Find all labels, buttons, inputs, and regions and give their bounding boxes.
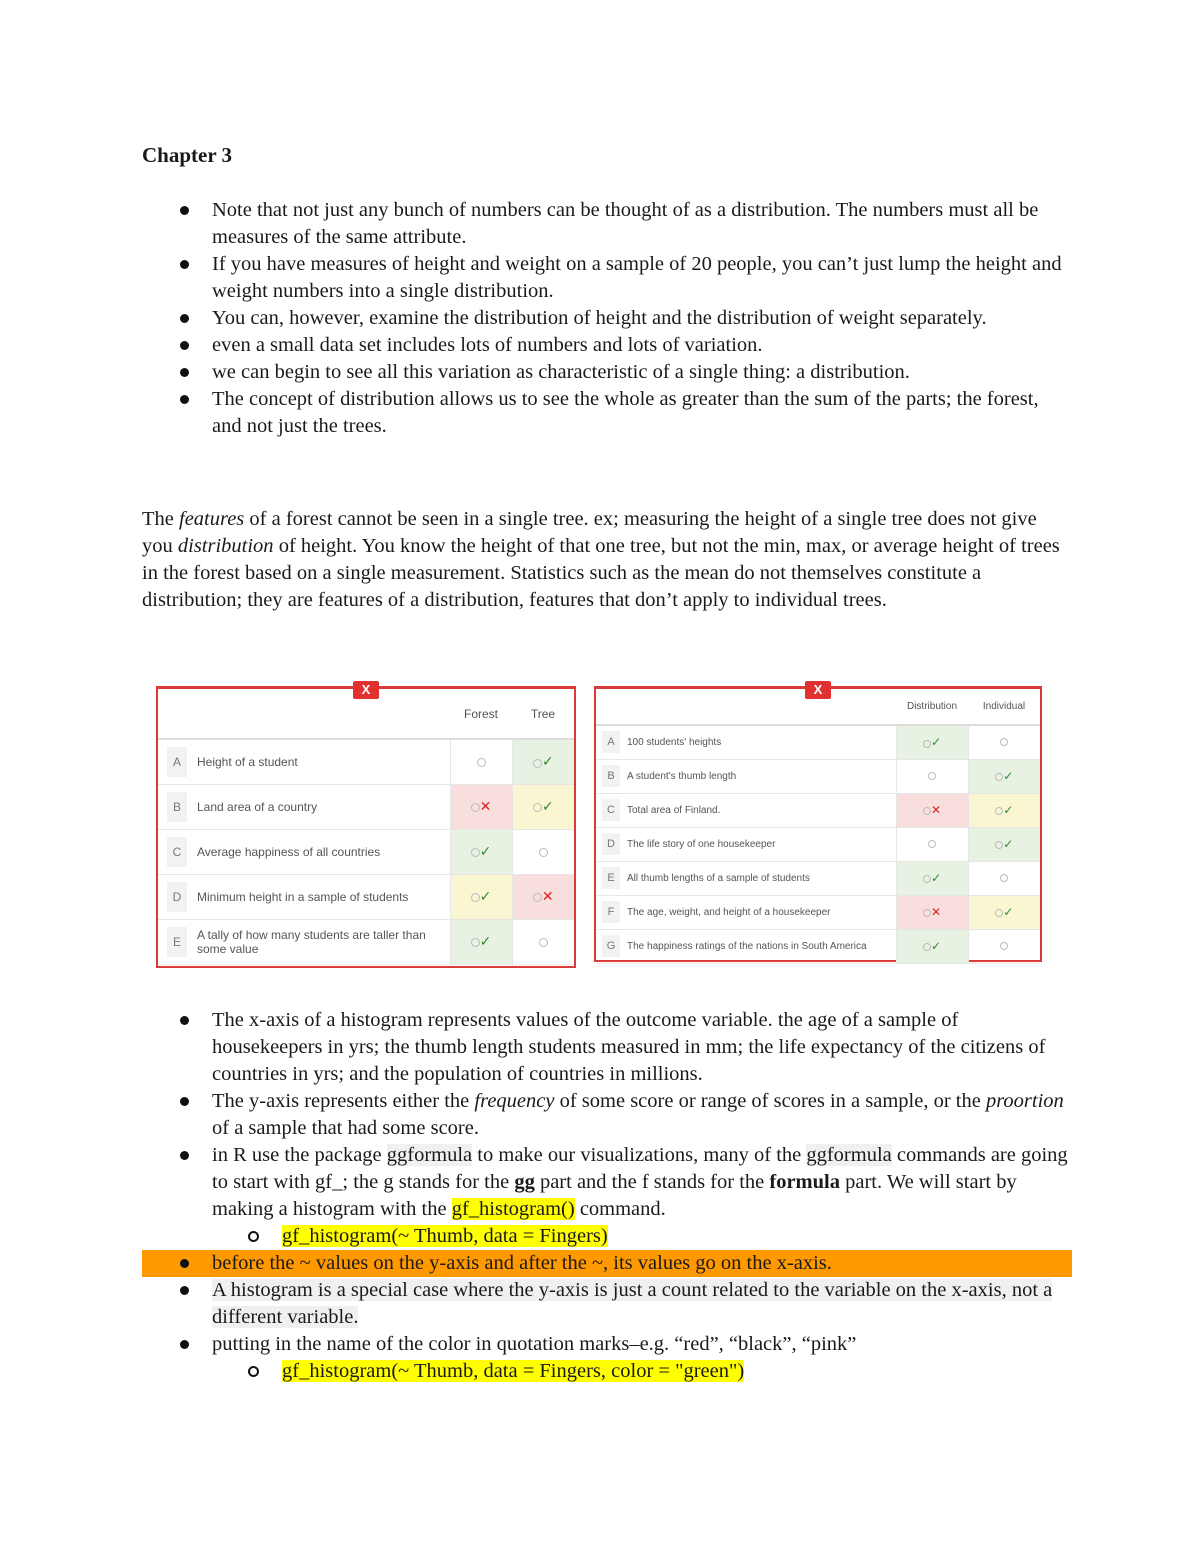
cross-icon: ✕ — [930, 905, 942, 919]
radio-option[interactable] — [477, 758, 486, 767]
hollow-bullet-icon — [248, 1366, 259, 1377]
forest-paragraph: The features of a forest cannot be seen in a single tree. ex; measuring the height of a single tree does not give you distribution of height. You know the height of that one tree, but not the min, max, or average height of trees in the forest based on a single measurement. Statistics such as the mean do not themselves constitute a distribution; they are features of a distribution, features that don’t apply to individual trees. — [142, 508, 1060, 611]
row-letter: E — [602, 867, 620, 889]
code-snippet: gf_histogram(~ Thumb, data = Fingers) — [282, 1225, 608, 1247]
row-letter: B — [167, 792, 187, 822]
highlighted-text: before the ~ values on the y-axis and after the ~, its values go on the x-axis. — [142, 1250, 1072, 1277]
row-text: The happiness ratings of the nations in South America — [626, 929, 896, 963]
row-letter: A — [167, 747, 187, 777]
table-row — [158, 919, 574, 964]
bullet-icon — [180, 1151, 189, 1160]
list-item — [142, 1223, 1072, 1250]
list-item: If you have measures of height and weight on a sample of 20 people, you can’t just lump the height and weight numbers into a single distribution. — [142, 251, 1072, 305]
row-letter: D — [602, 833, 620, 855]
radio-option[interactable] — [928, 772, 936, 780]
code-snippet: gf_histogram() — [451, 1198, 575, 1220]
radio-option[interactable] — [471, 803, 480, 812]
table-row — [596, 895, 1040, 929]
column-header-forest: Forest — [450, 689, 512, 739]
quiz-table — [158, 689, 574, 965]
list-item: You can, however, examine the distribution of height and the distribution of weight separately. — [142, 305, 1072, 332]
check-icon: ✓ — [1003, 769, 1014, 783]
bullet-icon — [180, 1097, 189, 1106]
check-icon: ✓ — [541, 798, 554, 814]
radio-option[interactable] — [471, 893, 480, 902]
row-text: The life story of one housekeeper — [626, 827, 896, 861]
table-row — [158, 829, 574, 874]
list-item: The y-axis represents either the frequency of some score or range of scores in a sample, or the proortion of a sample that had some score. — [142, 1088, 1072, 1142]
row-text: Land area of a country — [196, 784, 450, 829]
bullet-icon — [180, 1286, 189, 1295]
row-text: Average happiness of all countries — [196, 829, 450, 874]
table-row — [596, 929, 1040, 963]
check-icon: ✓ — [1003, 803, 1014, 817]
row-letter: B — [602, 765, 620, 787]
row-letter: C — [602, 799, 620, 821]
check-icon: ✓ — [479, 843, 492, 859]
list-item — [142, 1250, 1072, 1277]
chapter-heading: Chapter 3 — [142, 143, 233, 167]
radio-option[interactable] — [923, 909, 931, 917]
row-letter: G — [602, 935, 620, 957]
row-text: Total area of Finland. — [626, 793, 896, 827]
forest-tree-quiz — [156, 682, 576, 968]
row-letter: C — [167, 837, 187, 867]
radio-option[interactable] — [923, 875, 931, 883]
radio-option[interactable] — [1000, 874, 1008, 882]
table-row — [158, 874, 574, 919]
row-text: A student's thumb length — [626, 759, 896, 793]
hollow-bullet-icon — [248, 1231, 259, 1242]
quiz-table — [596, 689, 1040, 964]
column-header-tree: Tree — [512, 689, 574, 739]
radio-option[interactable] — [471, 848, 480, 857]
check-icon: ✓ — [541, 753, 554, 770]
check-icon: ✓ — [930, 939, 942, 953]
row-text: All thumb lengths of a sample of students — [626, 861, 896, 895]
list-item: The concept of distribution allows us to see the whole as greater than the sum of the parts; the forest, and not just the trees. — [142, 386, 1072, 440]
bullet-icon — [180, 260, 189, 269]
radio-option[interactable] — [539, 848, 548, 857]
bullet-icon — [180, 1340, 189, 1349]
bullet-icon — [180, 368, 189, 377]
distribution-individual-quiz — [594, 682, 1042, 962]
code-snippet: gf_histogram(~ Thumb, data = Fingers, color = "green") — [282, 1360, 745, 1382]
close-icon[interactable]: X — [353, 681, 379, 699]
radio-option[interactable] — [923, 740, 931, 748]
table-row — [596, 827, 1040, 861]
bullet-icon — [180, 341, 189, 350]
row-letter: F — [602, 901, 620, 923]
table-row — [596, 725, 1040, 759]
row-text: A tally of how many students are taller than some value — [196, 919, 450, 964]
list-item: in R use the package ggformula to make our visualizations, many of the ggformula commands are going to start with gf_; the g stands for the gg part and the f stands for the formula part. We will start by making a histogram with the gf_histogram() command. — [142, 1142, 1072, 1223]
check-icon: ✓ — [1003, 837, 1014, 851]
cross-icon: ✕ — [479, 798, 492, 814]
row-text: 100 students' heights — [626, 725, 896, 759]
radio-option[interactable] — [923, 807, 931, 815]
radio-option[interactable] — [923, 943, 931, 951]
bullet-icon — [180, 1016, 189, 1025]
list-item: putting in the name of the color in quotation marks–e.g. “red”, “black”, “pink” — [142, 1331, 1072, 1358]
check-icon: ✓ — [930, 735, 942, 750]
list-item: we can begin to see all this variation as characteristic of a single thing: a distribution. — [142, 359, 1072, 386]
close-icon[interactable]: X — [805, 681, 831, 699]
radio-option[interactable] — [533, 759, 542, 768]
radio-option[interactable] — [1000, 738, 1008, 746]
row-text: Minimum height in a sample of students — [196, 874, 450, 919]
row-letter: A — [602, 731, 620, 753]
bullet-icon — [180, 395, 189, 404]
table-row — [596, 759, 1040, 793]
bullet-icon — [180, 206, 189, 215]
radio-option[interactable] — [533, 803, 542, 812]
row-text: Height of a student — [196, 739, 450, 784]
radio-option[interactable] — [539, 938, 548, 947]
list-item: Note that not just any bunch of numbers can be thought of as a distribution. The numbers must all be measures of the same attribute. — [142, 197, 1072, 251]
list-item: The x-axis of a histogram represents values of the outcome variable. the age of a sample of housekeepers in yrs; the thumb length students measured in mm; the life expectancy of the citizens of countries in yrs; and the population of countries in millions. — [142, 1007, 1072, 1088]
list-item — [142, 1358, 1072, 1385]
row-text: The age, weight, and height of a housekeeper — [626, 895, 896, 929]
list-item: even a small data set includes lots of numbers and lots of variation. — [142, 332, 1072, 359]
histogram-bullet-list — [142, 1007, 1072, 1385]
check-icon: ✓ — [1003, 905, 1014, 919]
check-icon: ✓ — [479, 933, 492, 949]
radio-option[interactable] — [533, 893, 542, 902]
table-row — [158, 739, 574, 784]
row-letter: D — [167, 882, 187, 912]
bullet-icon — [180, 314, 189, 323]
check-icon: ✓ — [479, 888, 492, 904]
row-letter: E — [167, 927, 187, 957]
intro-bullet-list — [142, 197, 1072, 440]
bullet-icon — [180, 1259, 189, 1268]
column-header-distribution: Distribution — [896, 689, 968, 725]
radio-option[interactable] — [471, 938, 480, 947]
radio-option[interactable] — [928, 840, 936, 848]
table-row — [596, 793, 1040, 827]
table-row — [596, 861, 1040, 895]
check-icon: ✓ — [930, 871, 942, 885]
column-header-individual: Individual — [968, 689, 1040, 725]
list-item: A histogram is a special case where the y-axis is just a count related to the variable on the x-axis, not a different variable. — [142, 1277, 1072, 1331]
radio-option[interactable] — [1000, 942, 1008, 950]
cross-icon: ✕ — [930, 803, 942, 817]
table-row — [158, 784, 574, 829]
cross-icon: ✕ — [541, 888, 554, 904]
